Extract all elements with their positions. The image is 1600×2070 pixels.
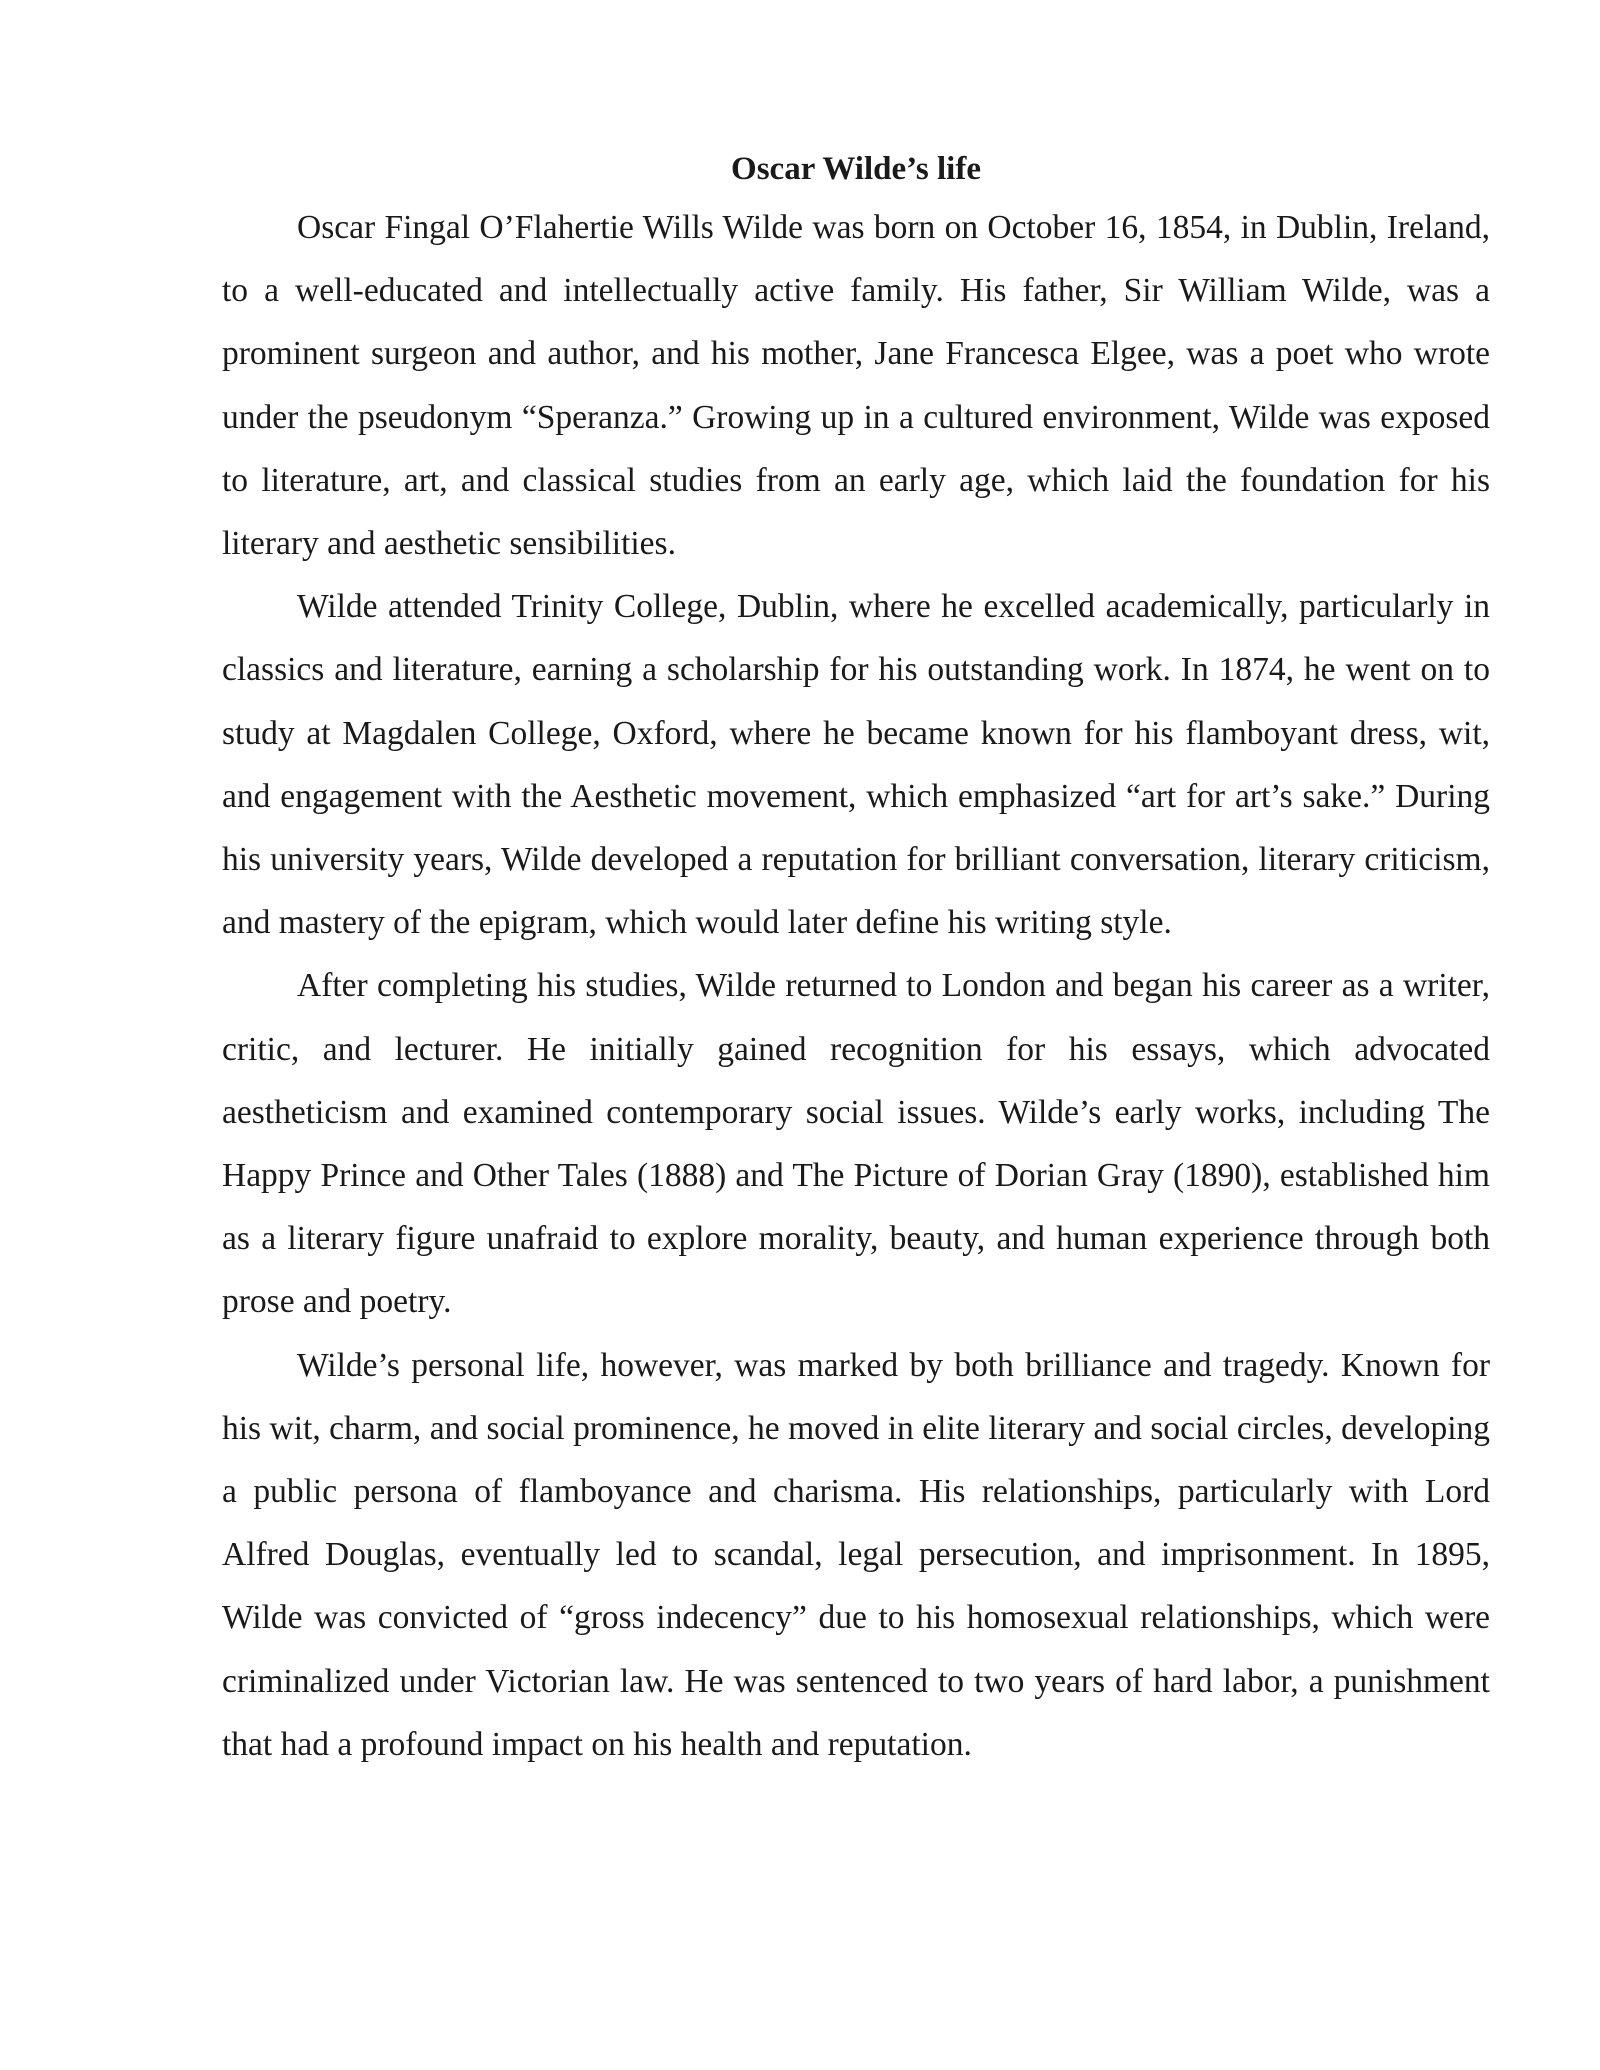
document-title: Oscar Wilde’s life [731, 151, 981, 187]
paragraph-education: Wilde attended Trinity College, Dublin, where he excelled academically, particularly in classics and literature, earning a scholarship for his outstanding work. In 1874, he went on to study at Magdalen College, Oxford, where he became known for his flamboyant dress, wit, and engagement with the Aesthetic movement, which emphasized “art for art’s sake.” During his university years, Wilde developed a reputation for brilliant conversation, literary criticism, and mastery of the epigram, which would later define his writing style. [222, 588, 1490, 942]
document-body [222, 148, 1490, 1776]
paragraph-personal-life: Wilde’s personal life, however, was marked by both brilliance and tragedy. Known for his wit, charm, and social prominence, he moved in elite literary and social circles, developing a public persona of flamboyance and charisma. His relationships, particularly with Lord Alfred Douglas, eventually led to scandal, legal persecution, and imprisonment. In 1895, Wilde was convicted of “gross indecency” due to his homosexual relationships, which were criminalized under Victorian law. He was sentenced to two years of hard labor, a punishment that had a profound impact on his health and reputation. [222, 1346, 1490, 1763]
paragraph-career: After completing his studies, Wilde returned to London and began his career as a writer, critic, and lecturer. He initially gained recognition for his essays, which advocated aestheticism and examined contemporary social issues. Wilde’s early works, including The Happy Prince and Other Tales (1888) and The Picture of Dorian Gray (1890), established him as a literary figure unafraid to explore morality, beauty, and human experience through both prose and poetry. [222, 967, 1490, 1321]
paragraph-early-life: Oscar Fingal O’Flahertie Wills Wilde was born on October 16, 1854, in Dublin, Ireland, to a well-educated and intellectually active family. His father, Sir William Wilde, was a prominent surgeon and author, and his mother, Jane Francesca Elgee, was a poet who wrote under the pseudonym “Speranza.” Growing up in a cultured environment, Wilde was exposed to literature, art, and classical studies from an early age, which laid the foundation for his literary and aesthetic sensibilities. [222, 209, 1490, 563]
